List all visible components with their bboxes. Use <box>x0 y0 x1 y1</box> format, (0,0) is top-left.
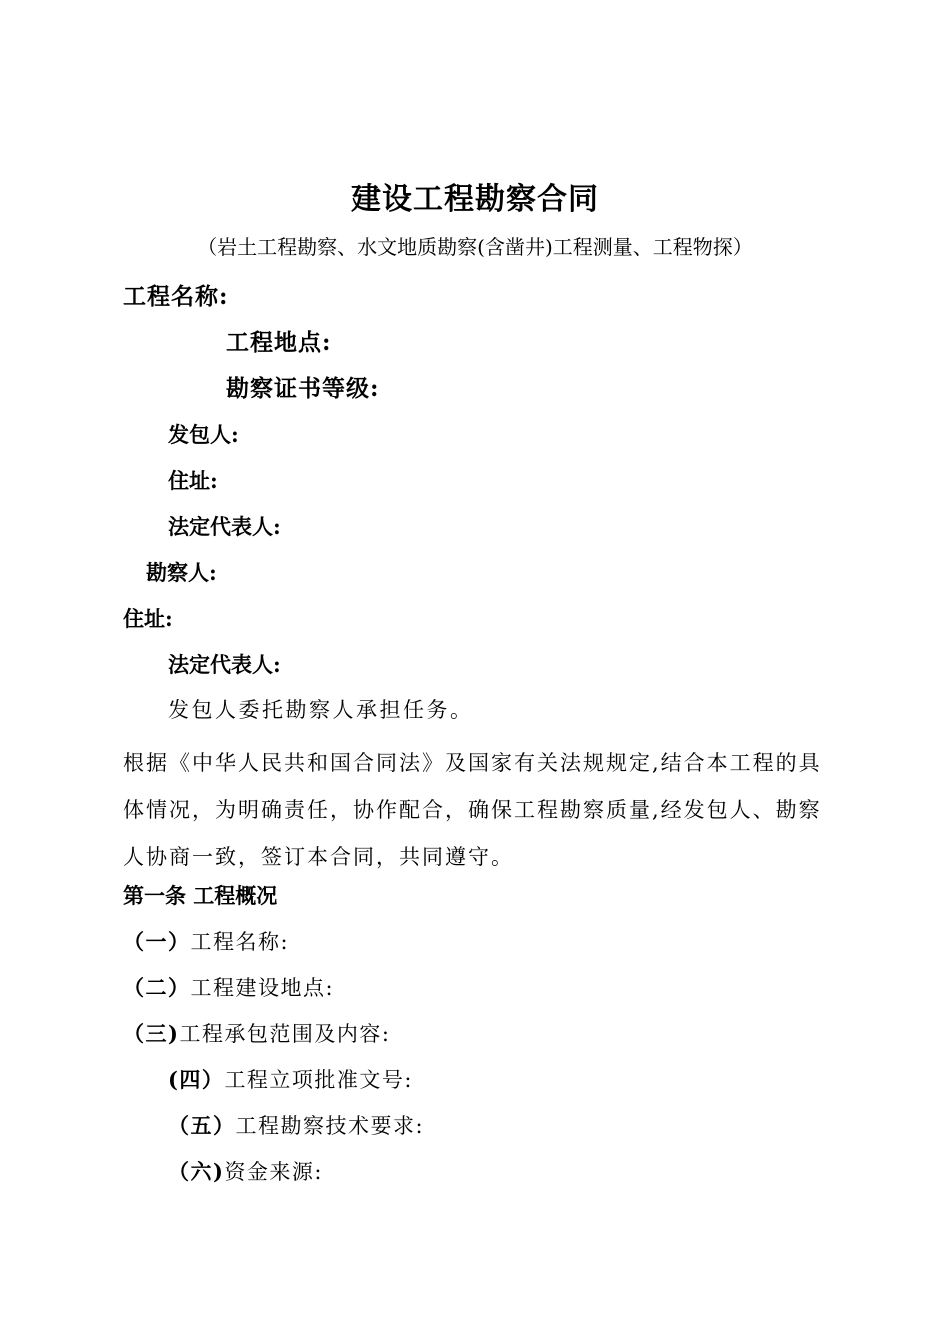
document-title: 建设工程勘察合同 <box>351 182 599 217</box>
field-surveyor: 勘察人: <box>146 560 217 585</box>
item-number: （二） <box>123 975 191 1000</box>
entrust-sentence: 发包人委托勘察人承担任务。 <box>168 698 474 722</box>
field-certificate-level: 勘察证书等级: <box>226 375 380 402</box>
item-number: （六) <box>168 1159 225 1184</box>
item-number: （五） <box>168 1113 236 1138</box>
field-client: 发包人: <box>168 422 239 447</box>
field-project-name: 工程名称: <box>123 283 229 310</box>
field-surveyor-address: 住址: <box>123 606 173 631</box>
article-1-item-4 <box>168 1069 413 1091</box>
article-1-item-5 <box>168 1115 424 1137</box>
item-text: 资金来源: <box>224 1160 324 1184</box>
field-client-legal-rep: 法定代表人: <box>168 514 281 539</box>
item-text: 工程立项批准文号: <box>224 1068 414 1092</box>
article-1-item-3 <box>123 1023 391 1045</box>
article-1-item-2 <box>123 977 334 999</box>
item-number: （一） <box>123 929 191 954</box>
field-client-address: 住址: <box>168 468 218 493</box>
article-1-item-1 <box>123 931 289 953</box>
document-subtitle: （岩土工程勘察、水文地质勘察(含凿井)工程测量、工程物探） <box>197 235 753 259</box>
item-number: (四） <box>168 1067 225 1092</box>
item-text: 工程勘察技术要求: <box>235 1114 425 1138</box>
field-project-location: 工程地点: <box>226 329 332 356</box>
item-number: （三) <box>123 1021 180 1046</box>
item-text: 工程承包范围及内容: <box>179 1022 391 1046</box>
preamble-paragraph: 根据《中华人民共和国合同法》及国家有关法规规定,结合本工程的具体情况，为明确责任，协作配合，确保工程勘察质量,经发包人、勘察人协商一致，签订本合同，共同遵守。 <box>123 751 822 869</box>
article-1-item-6 <box>168 1161 323 1183</box>
field-surveyor-legal-rep: 法定代表人: <box>168 652 281 677</box>
item-text: 工程建设地点: <box>190 976 335 1000</box>
item-text: 工程名称: <box>190 930 290 954</box>
article-1-heading: 第一条 工程概况 <box>123 883 278 908</box>
